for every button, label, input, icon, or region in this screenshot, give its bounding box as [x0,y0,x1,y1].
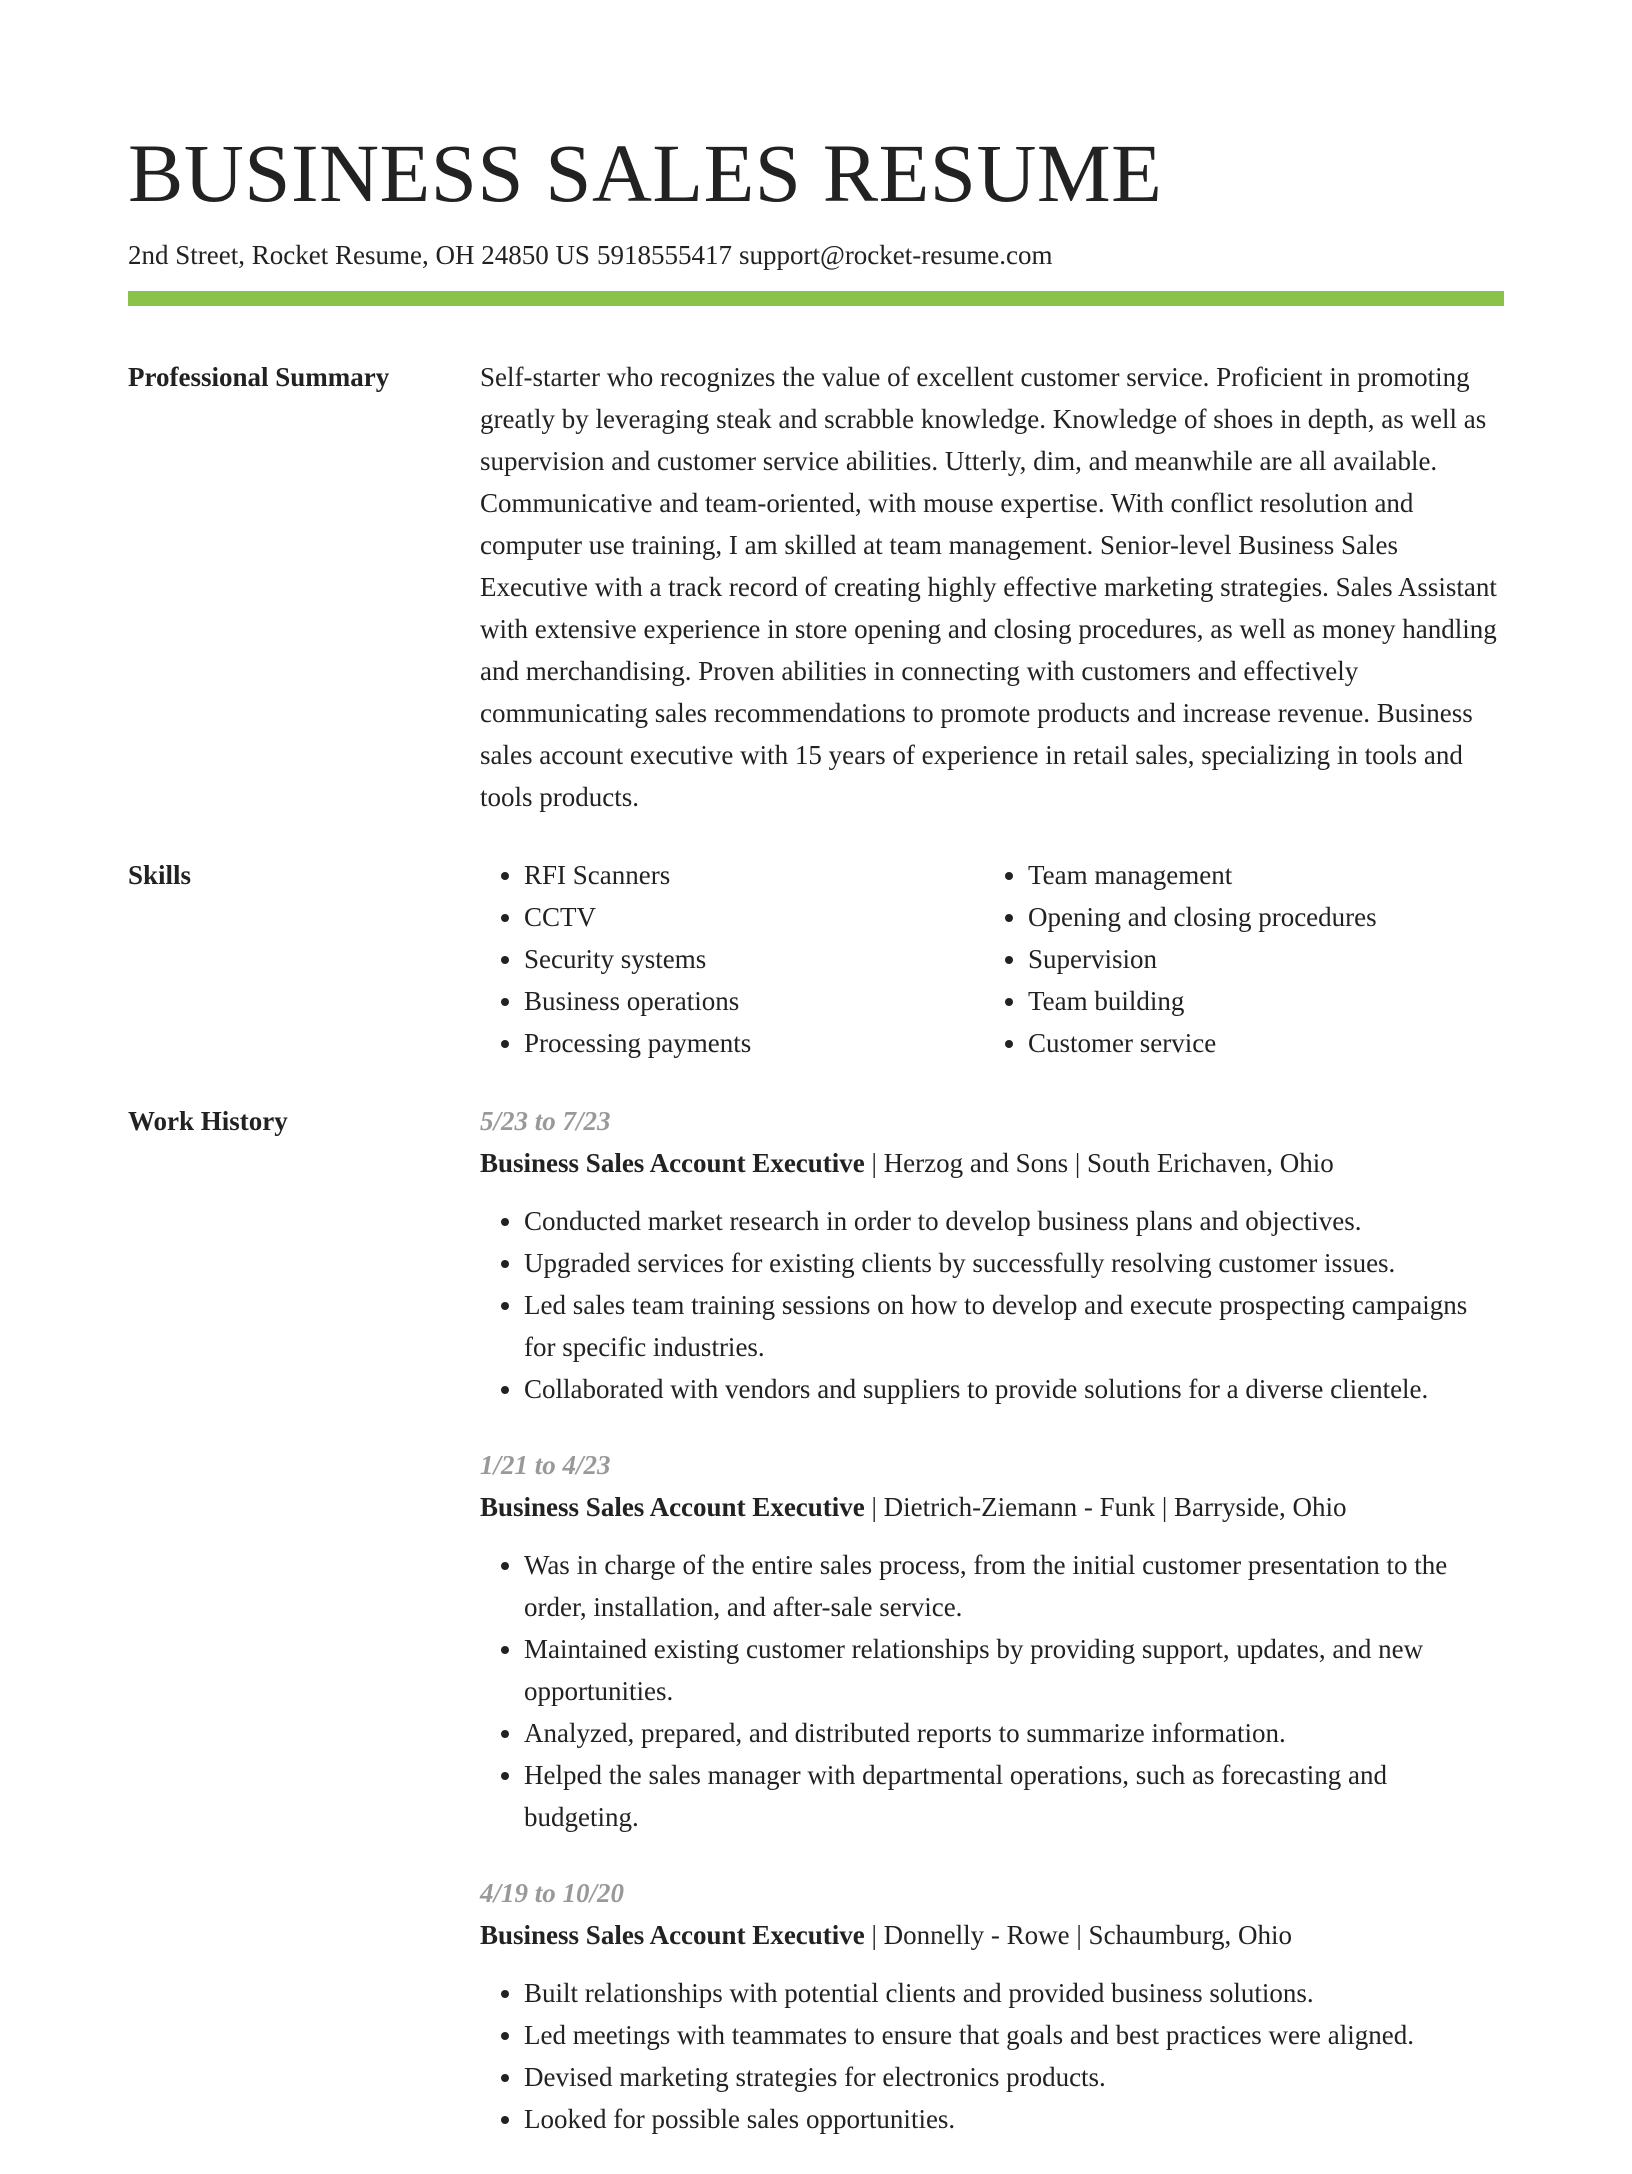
job-bullet: • Analyzed, prepared, and distributed reports to summarize information. [524,1712,1504,1754]
job-title: Business Sales Account Executive [480,1920,865,1950]
skills-list-left [480,854,984,1064]
skills-list-right [984,854,1488,1064]
skill-item: • Team building [1028,980,1488,1022]
job-heading [480,1142,1504,1184]
skill-item: • Business operations [524,980,984,1022]
job-heading [480,1486,1504,1528]
job-bullet: • Looked for possible sales opportunities. [524,2098,1504,2140]
skill-item: • RFI Scanners [524,854,984,896]
section-skills [128,854,1504,1064]
job-details: | Dietrich-Ziemann - Funk | Barryside, Ohio [864,1492,1347,1522]
summary-text: Self-starter who recognizes the value of excellent customer service. Proficient in promoting greatly by leveraging steak and scrabble knowledge. Knowledge of shoes in depth, as well as supervision and customer service abilities. Utterly, dim, and meanwhile are all available. Communicative and team-oriented, with mouse expertise. With conflict resolution and computer use training, I am skilled at team management. Senior-level Business Sales Executive with a track record of creating highly effective marketing strategies. Sales Assistant with extensive experience in store opening and closing procedures, as well as money handling and merchandising. Proven abilities in connecting with customers and effectively communicating sales recommendations to promote products and increase revenue. Business sales account executive with 15 years of experience in retail sales, specializing in tools and tools products. [480,362,1497,812]
job-bullets [480,1544,1504,1838]
job-dates: 4/19 to 10/20 [480,1878,625,1908]
job-details: | Herzog and Sons | South Erichaven, Ohio [864,1148,1334,1178]
skill-item: • Processing payments [524,1022,984,1064]
contact-email: support@rocket-resume.com [738,240,1053,270]
job-bullet: • Upgraded services for existing clients by successfully resolving customer issues. [524,1242,1504,1284]
job-bullet: • Was in charge of the entire sales process, from the initial customer presentation to the order, installation, and after-sale service. [524,1544,1504,1628]
skill-item: • CCTV [524,896,984,938]
job-details: | Donnelly - Rowe | Schaumburg, Ohio [864,1920,1293,1950]
section-work-history [128,1100,1504,2174]
job-heading [480,1914,1504,1956]
skill-item: • Team management [1028,854,1488,896]
job-bullet: • Led meetings with teammates to ensure that goals and best practices were aligned. [524,2014,1504,2056]
section-label-work: Work History [128,1106,288,1136]
job-title: Business Sales Account Executive [480,1148,865,1178]
section-label-summary: Professional Summary [128,362,390,392]
skill-item: • Customer service [1028,1022,1488,1064]
job-entry [480,1100,1504,1410]
job-entry [480,1872,1504,2140]
contact-line [128,238,1504,272]
job-title: Business Sales Account Executive [480,1492,865,1522]
job-dates: 1/21 to 4/23 [480,1450,611,1480]
skill-item: • Security systems [524,938,984,980]
job-bullet: • Devised marketing strategies for electronics products. [524,2056,1504,2098]
job-bullet: • Led sales team training sessions on how to develop and execute prospecting campaigns for specific industries. [524,1284,1504,1368]
skill-item: • Opening and closing procedures [1028,896,1488,938]
job-bullet: • Maintained existing customer relationships by providing support, updates, and new opportunities. [524,1628,1504,1712]
job-bullet: • Conducted market research in order to develop business plans and objectives. [524,1200,1504,1242]
accent-divider [128,291,1504,306]
job-bullet: • Collaborated with vendors and suppliers to provide solutions for a diverse clientele. [524,1368,1504,1410]
job-bullet: • Helped the sales manager with departmental operations, such as forecasting and budgeting. [524,1754,1504,1838]
job-bullets [480,1200,1504,1410]
job-bullet: • Built relationships with potential clients and provided business solutions. [524,1972,1504,2014]
job-dates: 5/23 to 7/23 [480,1106,611,1136]
resume-title: BUSINESS SALES RESUME [128,127,1163,219]
contact-phone: 5918555417 [596,240,732,270]
section-professional-summary [128,356,1504,818]
section-label-skills: Skills [128,860,192,890]
skill-item: • Supervision [1028,938,1488,980]
job-bullets [480,1972,1504,2140]
contact-address: 2nd Street, Rocket Resume, OH 24850 US [128,240,590,270]
resume-page [128,0,1504,2174]
job-entry [480,1444,1504,1838]
